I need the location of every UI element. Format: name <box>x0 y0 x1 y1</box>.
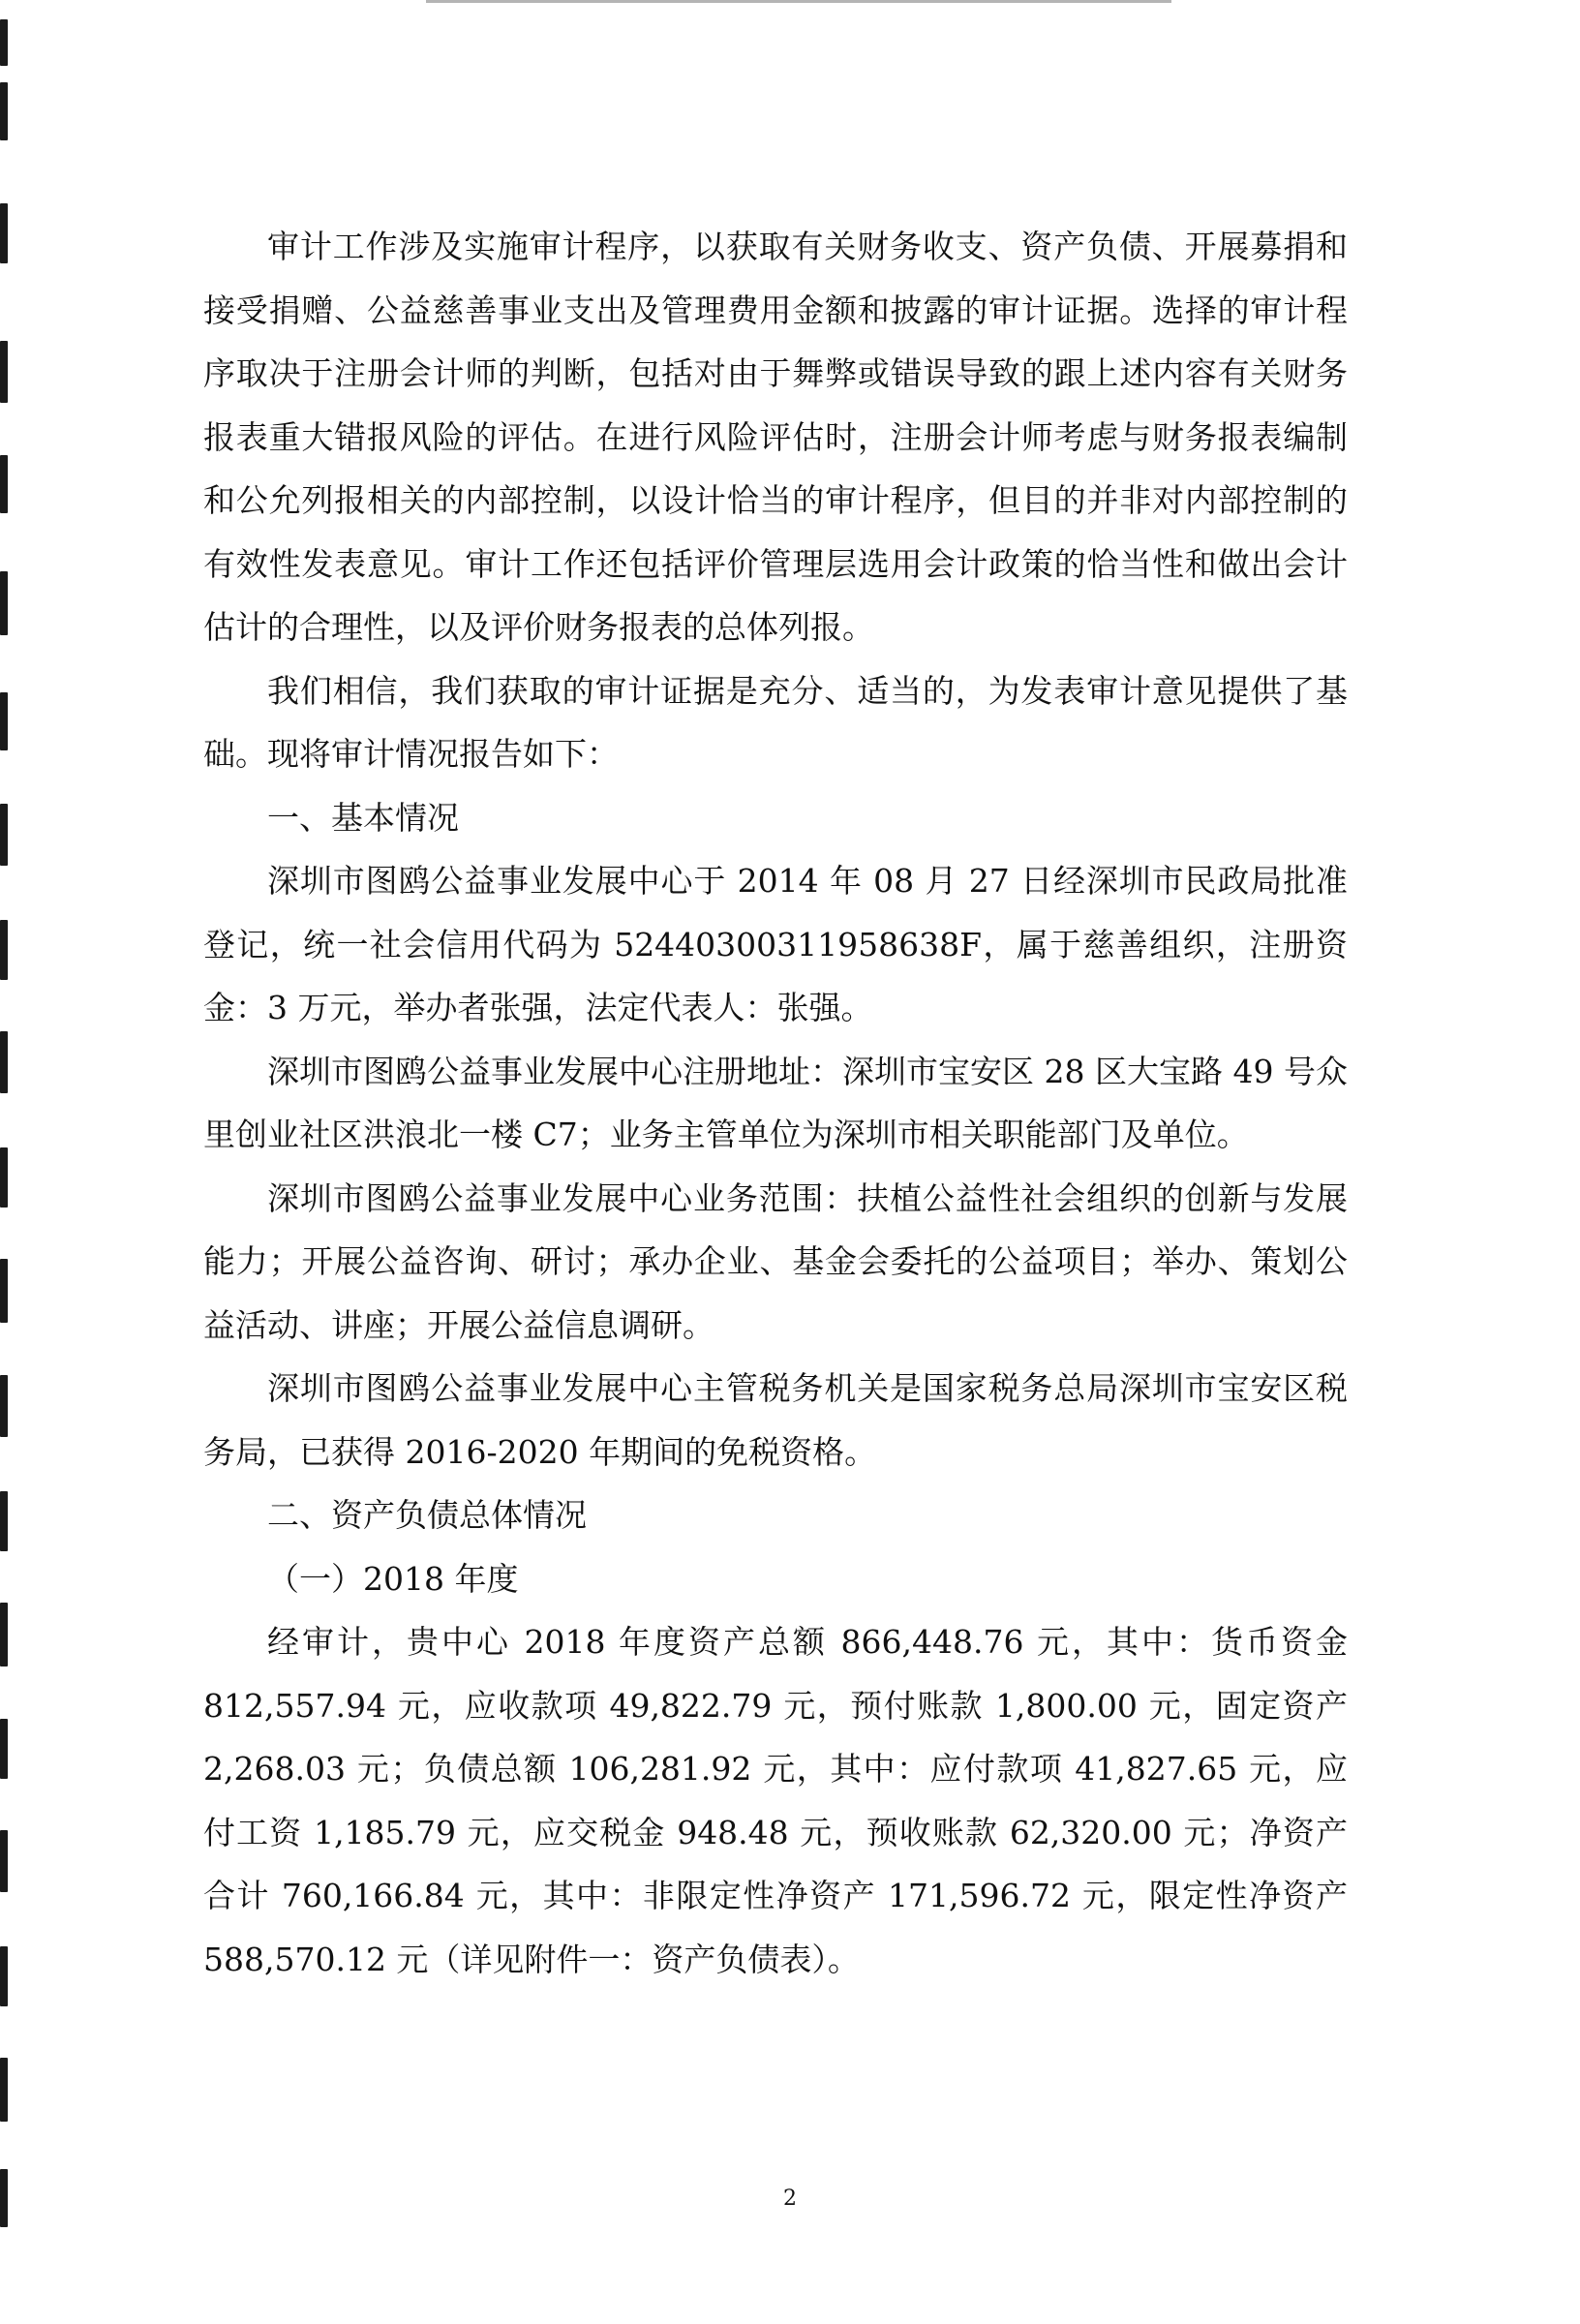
paragraph-tax: 深圳市图鸥公益事业发展中心主管税务机关是国家税务总局深圳市宝安区税务局，已获得 2016-2020 年期间的免税资格。 <box>203 1369 1348 1471</box>
binding-mark <box>0 1259 8 1323</box>
binding-mark <box>0 1375 8 1437</box>
paragraph-address: 深圳市图鸥公益事业发展中心注册地址：深圳市宝安区 28 区大宝路 49 号众里创业社区洪浪北一楼 C7；业务主管单位为深圳市相关职能部门及单位。 <box>203 1052 1348 1153</box>
document-body <box>203 215 1348 1991</box>
binding-mark <box>0 455 8 513</box>
binding-mark <box>0 82 8 140</box>
binding-marks <box>0 0 14 2324</box>
paragraph-audit-evidence: 我们相信，我们获取的审计证据是充分、适当的，为发表审计意见提供了基础。现将审计情况报告如下： <box>203 671 1348 773</box>
binding-mark <box>0 1830 8 1892</box>
binding-mark <box>0 1147 8 1208</box>
paragraph-business-scope: 深圳市图鸥公益事业发展中心业务范围：扶植公益性社会组织的创新与发展能力；开展公益咨询、研讨；承办企业、基金会委托的公益项目；举办、策划公益活动、讲座；开展公益信息调研。 <box>203 1178 1348 1344</box>
binding-mark <box>0 19 8 66</box>
paragraph-registration: 深圳市图鸥公益事业发展中心于 2014 年 08 月 27 日经深圳市民政局批准登记，统一社会信用代码为 52440300311958638F，属于慈善组织，注册资金：3 万元，举办者张强，法定代表人：张强。 <box>203 862 1348 1026</box>
page-number: 2 <box>783 2186 797 2211</box>
heading-basic-info: 一、基本情况 <box>267 798 459 837</box>
binding-mark <box>0 1946 8 2006</box>
binding-mark <box>0 920 8 980</box>
binding-mark <box>0 692 8 750</box>
binding-mark <box>0 804 8 866</box>
paragraph-audit-procedures: 审计工作涉及实施审计程序，以获取有关财务收支、资产负债、开展募捐和接受捐赠、公益慈善事业支出及管理费用金额和披露的审计证据。选择的审计程序取决于注册会计师的判断，包括对由于舞弊或错误导致的跟上述内容有关财务报表重大错报风险的评估。在进行风险评估时，注册会计师考虑与财务报表编制和公允列报相关的内部控制，以设计恰当的审计程序，但目的并非对内部控制的有效性发表意见。审计工作还包括评价管理层选用会计政策的恰当性和做出会计估计的合理性，以及评价财务报表的总体列报。 <box>203 228 1348 646</box>
binding-mark <box>0 2058 8 2122</box>
binding-mark <box>0 1603 8 1667</box>
binding-mark <box>0 1031 8 1093</box>
binding-mark <box>0 571 8 635</box>
binding-mark <box>0 341 8 403</box>
binding-mark <box>0 1491 8 1551</box>
binding-mark <box>0 1719 8 1779</box>
heading-assets-liabilities: 二、资产负债总体情况 <box>267 1496 587 1534</box>
scan-top-edge <box>426 0 1171 3</box>
binding-mark <box>0 203 8 263</box>
heading-year-2018: （一）2018 年度 <box>267 1559 519 1598</box>
paragraph-financial-summary: 经审计，贵中心 2018 年度资产总额 866,448.76 元，其中：货币资金 812,557.94 元，应收款项 49,822.79 元，预付账款 1,800.00 元，固定资产 2,268.03 元；负债总额 106,281.92 元，其中：应付款项 41,827.65 元，应付工资 1,185.79 元，应交税金 948.48 元，预收账款 62,320.00 元；净资产合计 760,166.84 元，其中：非限定性净资产 171,596.72 元，限定性净资产 588,570.12 元（详见附件一：资产负债表）。 <box>203 1623 1348 1978</box>
